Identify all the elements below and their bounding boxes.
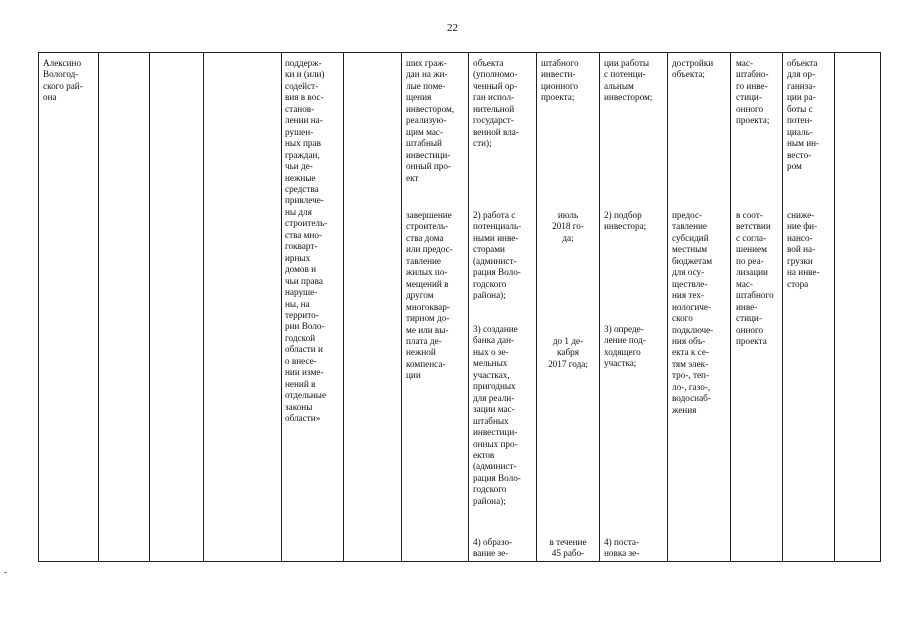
investor-work-cell-item-4: 4) поста- новка зе-	[604, 537, 640, 559]
column-border	[468, 52, 469, 562]
effect-cell-top: объекта для ор- ганиза- ции ра- боты с потен- циаль- ным ин- весто- ром	[787, 58, 820, 172]
deadline-cell-top: штабного инвести- ционного проекта;	[541, 58, 579, 103]
investor-work-cell-item-2: 2) подбор инвестора;	[604, 210, 647, 232]
column-border	[149, 52, 150, 562]
page-number: 22	[447, 22, 458, 34]
actions-cell-top: объекта (уполномо- ченный ор- ган испол- нительной государст- венной вла- сти);	[473, 58, 519, 149]
table-top-border	[38, 52, 881, 53]
column-border	[667, 52, 668, 562]
measure-description-cell: поддерж- ки и (или) содейст- вия в вос- станов- лении на- рушен- ных прав граждан, чьи де- нежные средства привлече- ны для строитель- ства мно- гокварт- ирных домов и чьи права наруше- ны, на террито- рии Воло- годской области и о внесе- нии изме- нений в отдельные законы области»	[285, 58, 328, 424]
support-cell-top: достройки объекта;	[672, 58, 714, 80]
deadline-cell-item-4: в течение 45 рабо-	[549, 537, 587, 559]
support-cell-bottom: предос- тавление субсидий местным бюджетам для осу- ществле- ния тех- нологиче- ского подключе- ния объ- екта к се- тям элек- тро-, теп- ло-, газо-, водоснаб- жения	[672, 210, 714, 415]
column-border	[203, 52, 204, 562]
investor-work-cell-item-3: 3) опреде- ление под- ходящего участка;	[604, 324, 646, 369]
column-border	[536, 52, 537, 562]
effect-cell-bottom: сниже- ние фи- нансо- вой на- грузки на инве- стора	[787, 210, 820, 289]
deadline-cell-item-2: июль 2018 го- да;	[552, 210, 584, 243]
actions-cell-item-3: 3) создание банка дан- ных о зе- мельных участках, пригодных для реали- зации мас- штабных инвестици- онных про- ектов (админист- рация Воло- годского района);	[473, 324, 521, 506]
column-border	[38, 52, 39, 562]
district-name-cell: Алексино Вологод- ского рай- она	[43, 58, 83, 103]
column-border	[880, 52, 881, 562]
investor-work-cell-top: ции работы с потенци- альным инвестором;	[604, 58, 653, 103]
column-border	[98, 52, 99, 562]
deadline-cell-item-3: до 1 де- кабря 2017 года;	[548, 336, 588, 369]
actions-cell-item-4: 4) образо- вание зе-	[473, 537, 513, 559]
column-border	[401, 52, 402, 562]
column-border	[782, 52, 783, 562]
column-border	[281, 52, 282, 562]
column-border	[834, 52, 835, 562]
column-border	[599, 52, 600, 562]
column-border	[730, 52, 731, 562]
result-cell-top: ших граж- дан на жи- лые поме- щения инвестором, реализую- щим мас- штабный инвестици- онный про- ект	[406, 58, 455, 183]
table-bottom-border	[38, 561, 881, 562]
margin-mark	[4, 572, 7, 573]
result-cell-bottom: завершение строитель- ства дома или предос- тавление жилых по- мещений в другом многоквар- тирном до- ме или вы- плата де- нежной компенса- ции	[406, 210, 453, 381]
actions-cell-item-2: 2) работа с потенциаль- ными инве- сторами (админист- рация Воло- годского района);	[473, 210, 522, 301]
column-border	[343, 52, 344, 562]
basis-cell-bottom: в соот- ветствии с согла- шением по реа- лизации мас- штабного инве- стици- онного проекта	[736, 210, 774, 346]
basis-cell-top: мас- штабно- го инве- стици- онного проекта;	[736, 58, 770, 126]
